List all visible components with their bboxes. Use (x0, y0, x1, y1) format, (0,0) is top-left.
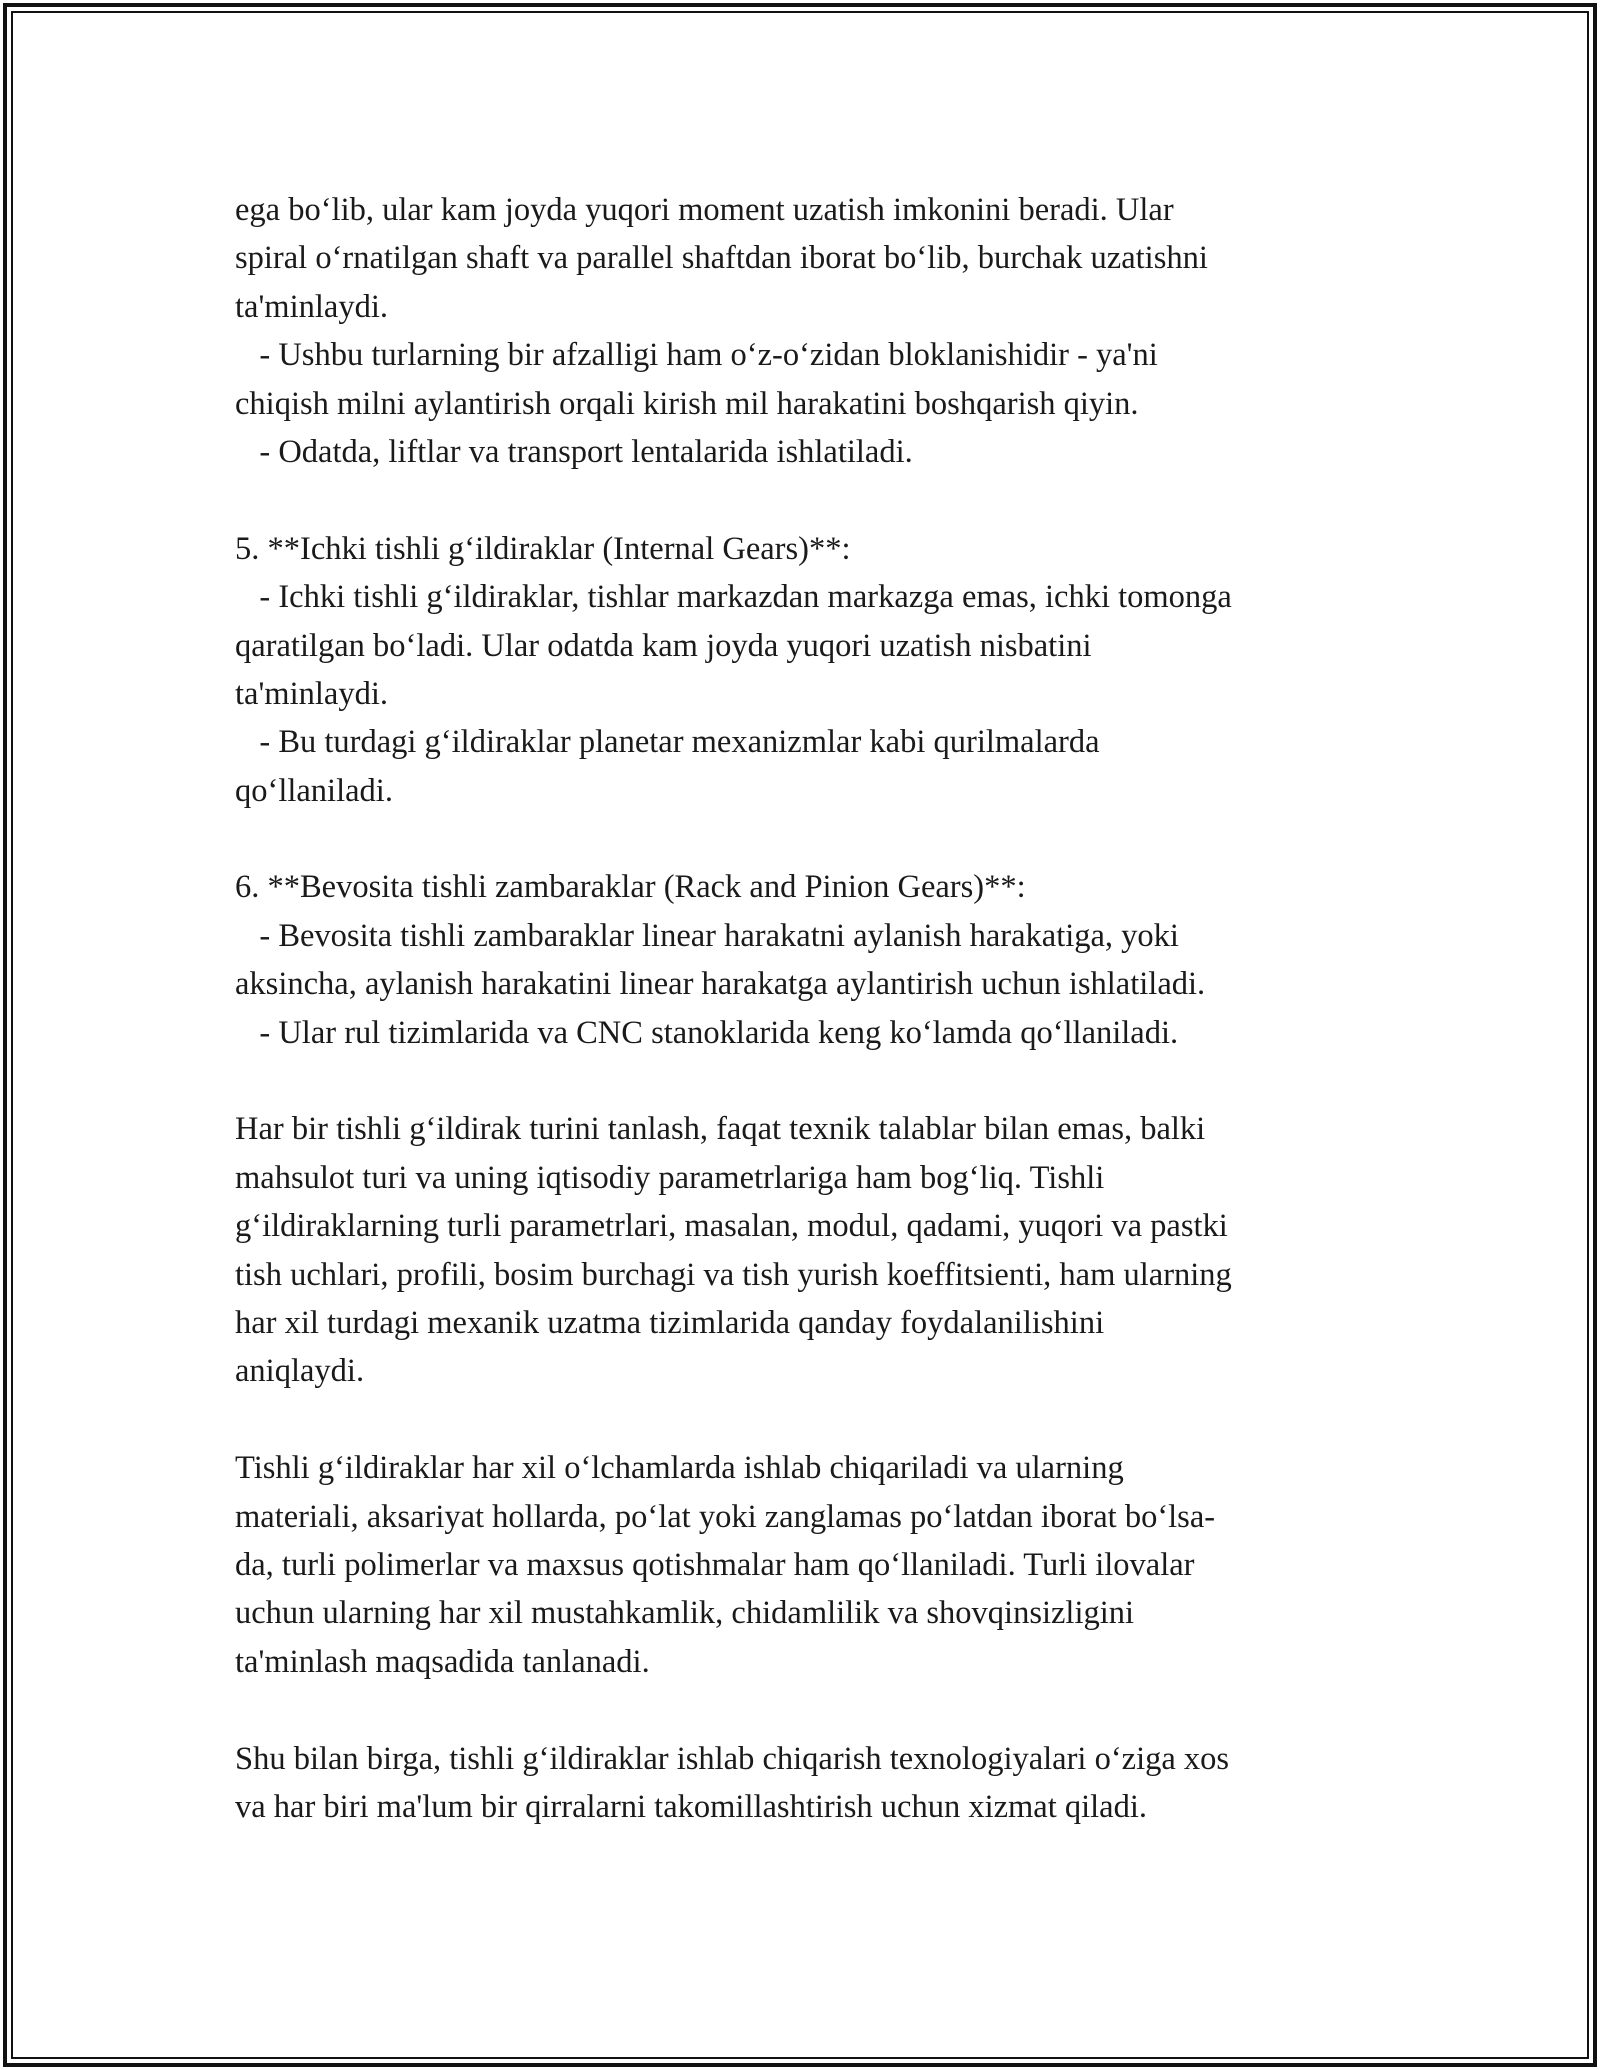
text-line: chiqish milni aylantirish orqali kirish mil harakatini boshqarish qiyin. (235, 385, 1139, 422)
list-item-heading: 5. **Ichki tishli g‘ildiraklar (Internal Gears)**: (235, 530, 851, 567)
paragraph-spacer (235, 815, 1370, 863)
text-line: uchun ularning har xil mustahkamlik, chidamlilik va shovqinsizligini (235, 1595, 1135, 1632)
text-line: - Ular rul tizimlarida va CNC stanoklarida keng ko‘lamda qo‘llaniladi. (235, 1014, 1179, 1051)
text-line: da, turli polimerlar va maxsus qotishmalar ham qo‘llaniladi. Turli ilovalar (235, 1546, 1195, 1583)
list-item-rack-and-pinion (235, 863, 1370, 1057)
text-line: ega bo‘lib, ular kam joyda yuqori moment uzatish imkonini beradi. Ular (235, 192, 1174, 228)
list-item-heading: 6. **Bevosita tishli zambaraklar (Rack and Pinion Gears)**: (235, 869, 1026, 906)
text-line: qaratilgan bo‘ladi. Ular odatda kam joyda yuqori uzatish nisbatini (235, 627, 1092, 664)
text-line: ta'minlaydi. (235, 675, 388, 712)
text-line: - Ushbu turlarning bir afzalligi ham o‘z-o‘zidan bloklanishidir - ya'ni (235, 337, 1158, 374)
text-line: aniqlaydi. (235, 1353, 365, 1390)
text-line: Shu bilan birga, tishli g‘ildiraklar ishlab chiqarish texnologiyalari o‘ziga xos (235, 1740, 1230, 1777)
paragraph-spacer (235, 1057, 1370, 1105)
text-line: aksincha, aylanish harakatini linear harakatga aylantirish uchun ishlatiladi. (235, 966, 1206, 1003)
paragraph-worm-gears-continued (235, 186, 1370, 476)
paragraph-conclusion (235, 1735, 1370, 1832)
document-body (235, 186, 1370, 1831)
text-line: - Bevosita tishli zambaraklar linear harakatni aylanish harakatiga, yoki (235, 917, 1179, 954)
paragraph-spacer (235, 1686, 1370, 1734)
text-line: Tishli g‘ildiraklar har xil o‘lchamlarda ishlab chiqariladi va ularning (235, 1450, 1124, 1487)
text-line: ta'minlash maqsadida tanlanadi. (235, 1643, 650, 1680)
text-line: - Bu turdagi g‘ildiraklar planetar mexanizmlar kabi qurilmalarda (235, 724, 1100, 761)
text-line: tish uchlari, profili, bosim burchagi va tish yurish koeffitsienti, ham ularning (235, 1256, 1232, 1293)
paragraph-spacer (235, 476, 1370, 524)
paragraph-selection-criteria (235, 1105, 1370, 1395)
text-line: g‘ildiraklarning turli parametrlari, masalan, modul, qadami, yuqori va pastki (235, 1208, 1228, 1245)
text-line: mahsulot turi va uning iqtisodiy parametrlariga ham bog‘liq. Tishli (235, 1159, 1105, 1196)
text-line: ta'minlaydi. (235, 288, 388, 325)
text-line: har xil turdagi mexanik uzatma tizimlarida qanday foydalanilishini (235, 1304, 1105, 1341)
text-line: spiral o‘rnatilgan shaft va parallel shaftdan iborat bo‘lib, burchak uzatishni (235, 240, 1208, 277)
paragraph-materials (235, 1444, 1370, 1686)
text-line: materiali, aksariyat hollarda, po‘lat yoki zanglamas po‘latdan iborat bo‘lsa- (235, 1498, 1216, 1535)
list-item-internal-gears (235, 525, 1370, 815)
text-line: qo‘llaniladi. (235, 772, 393, 809)
text-line: - Odatda, liftlar va transport lentalarida ishlatiladi. (235, 433, 913, 470)
text-line: - Ichki tishli g‘ildiraklar, tishlar markazdan markazga emas, ichki tomonga (235, 579, 1232, 616)
paragraph-spacer (235, 1396, 1370, 1444)
text-line: Har bir tishli g‘ildirak turini tanlash, faqat texnik talablar bilan emas, balki (235, 1111, 1206, 1148)
text-line: va har biri ma'lum bir qirralarni takomillashtirish uchun xizmat qiladi. (235, 1788, 1148, 1825)
